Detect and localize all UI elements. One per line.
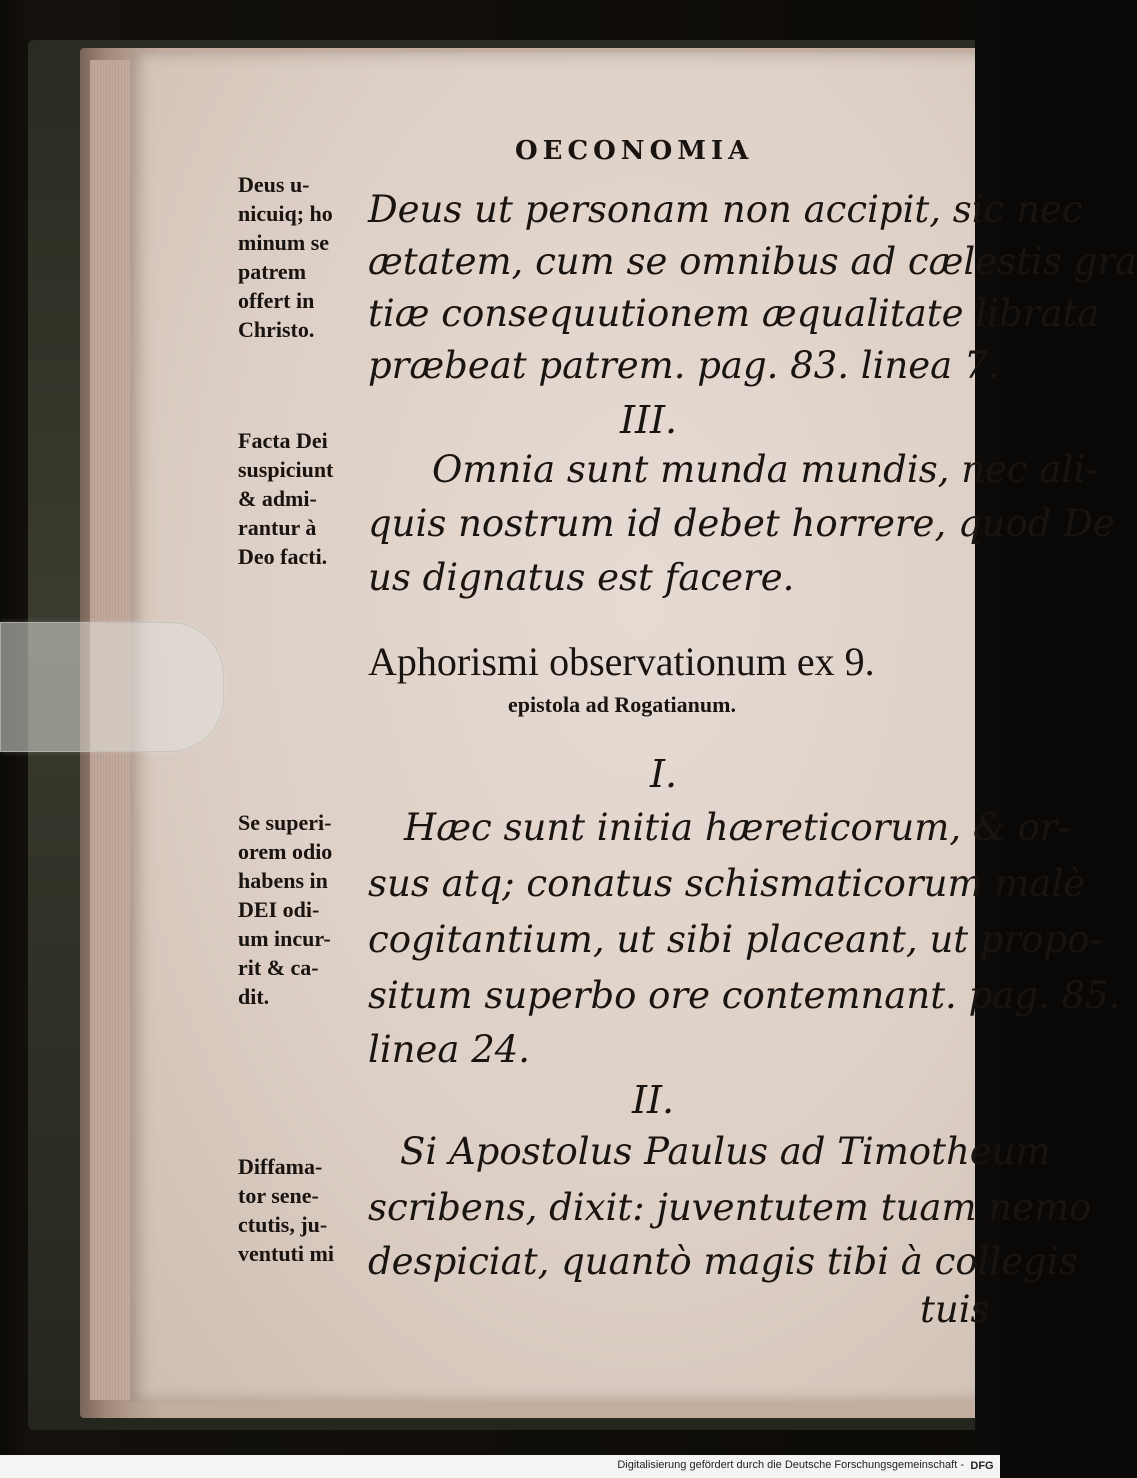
body-line: præbeat patrem. pag. 83. linea 7. [368, 344, 1000, 387]
body-line: cogitantium, ut sibi placeant, ut propo- [368, 918, 1103, 961]
margin-note-line: ctutis, ju- [238, 1212, 328, 1237]
margin-note-line: Se superi- [238, 810, 332, 835]
body-line: tiæ consequutionem æqualitate librata [368, 292, 1100, 335]
margin-note [238, 170, 363, 344]
section-subheading: epistola ad Rogatianum. [508, 692, 736, 717]
running-head: OECONOMIA [515, 136, 754, 166]
margin-note-line: um incur- [238, 926, 331, 951]
body-line: Si Apostolus Paulus ad Timotheum [400, 1130, 1051, 1173]
margin-note-line: patrem [238, 259, 307, 284]
margin-note-line: minum se [238, 230, 330, 255]
body-line: sus atq; conatus schismaticorum malè [368, 862, 1086, 905]
margin-note-line: habens in [238, 868, 328, 893]
footer-credit: Digitalisierung gefördert durch die Deutsche Forschungsgemeinschaft - [617, 1459, 964, 1471]
bookmark-flag [0, 622, 224, 752]
body-line: Deus ut personam non accipit, sic nec [368, 188, 1083, 231]
margin-note-line: tor sene- [238, 1183, 319, 1208]
margin-note-line: offert in [238, 288, 315, 313]
body-line: situm superbo ore contemnant. pag. 85. [368, 974, 1121, 1017]
margin-note-line: orem odio [238, 839, 333, 864]
section-heading: Aphorismi observationum ex 9. [368, 639, 875, 684]
catchword: tuis [920, 1288, 990, 1331]
body-line: Hæc sunt initia hæreticorum, & or- [404, 806, 1070, 849]
margin-note [238, 808, 363, 1011]
margin-note-line: rantur à [238, 515, 317, 540]
margin-note-line: & admi- [238, 486, 317, 511]
margin-note-line: Deus u- [238, 172, 310, 197]
margin-note-line: ventuti mi [238, 1241, 334, 1266]
footer-bar [0, 1455, 1000, 1478]
body-line: quis nostrum id debet horrere, quod De [368, 502, 1115, 545]
margin-note-line: Facta Dei [238, 428, 328, 453]
body-line: ætatem, cum se omnibus ad cælestis gra [368, 240, 1137, 283]
section-number: II. [632, 1078, 675, 1122]
body-line: Omnia sunt munda mundis, nec ali- [432, 448, 1098, 491]
margin-note-line: Diffama- [238, 1154, 323, 1179]
margin-note-line: nicuiq; ho [238, 201, 333, 226]
margin-note-line: rit & ca- [238, 955, 319, 980]
margin-note [238, 426, 363, 571]
body-line: despiciat, quantò magis tibi à collegis [368, 1240, 1078, 1283]
margin-note [238, 1152, 363, 1268]
section-number: I. [650, 752, 678, 796]
body-line: linea 24. [368, 1028, 531, 1071]
margin-note-line: DEI odi- [238, 897, 320, 922]
body-line: scribens, dixit: juventutem tuam nemo [368, 1186, 1092, 1229]
margin-note-line: Deo facti. [238, 544, 328, 569]
margin-note-line: suspiciunt [238, 457, 334, 482]
section-number: III. [620, 398, 678, 442]
margin-note-line: dit. [238, 984, 270, 1009]
dfg-logo: DFG [970, 1460, 994, 1472]
margin-note-line: Christo. [238, 317, 315, 342]
body-line: us dignatus est facere. [368, 556, 795, 599]
